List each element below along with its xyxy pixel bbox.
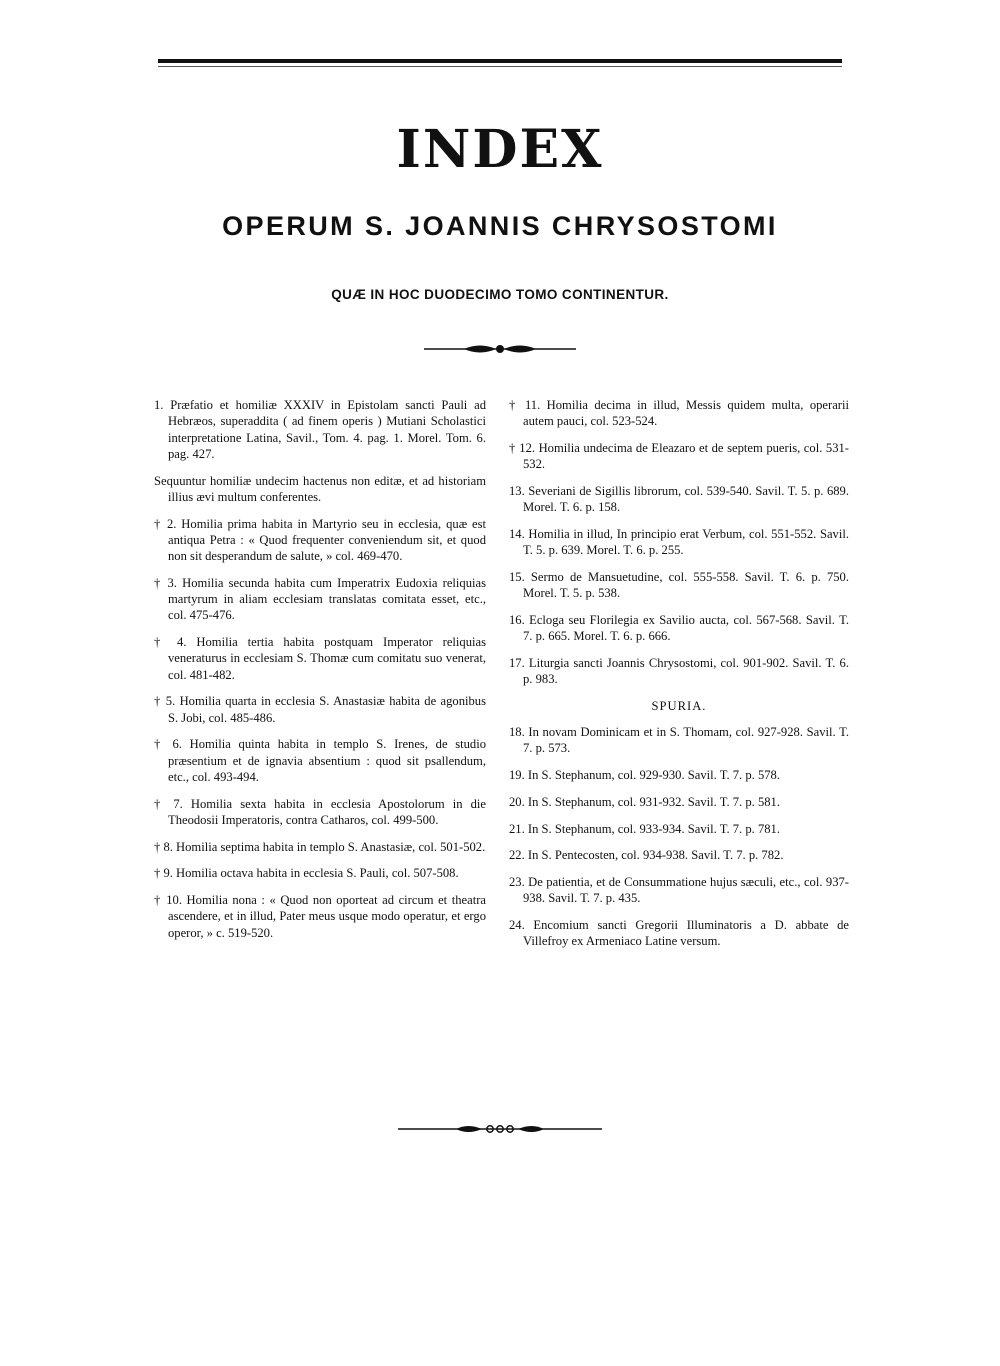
index-entry-14: 14. Homilia in illud, In principio erat Verbum, col. 551-552. Savil. T. 5. p. 639. Morel. T. 6. p. 255. xyxy=(509,526,849,558)
index-entry-8: † 8. Homilia septima habita in templo S. Anastasiæ, col. 501-502. xyxy=(154,839,486,854)
index-entry-3: † 3. Homilia secunda habita cum Imperatrix Eudoxia reliquias martyrum in aliam ecclesiam translatas comitata esset, etc., col. 475-476. xyxy=(154,575,486,623)
index-entry-13: 13. Severiani de Sigillis librorum, col. 539-540. Savil. T. 5. p. 689. Morel. T. 6. p. 158. xyxy=(509,483,849,515)
index-entry-12: † 12. Homilia undecima de Eleazaro et de septem pueris, col. 531-532. xyxy=(509,440,849,472)
index-note-sequuntur: Sequuntur homiliæ undecim hactenus non editæ, et ad historiam illius ævi multum conferentes. xyxy=(154,473,486,504)
top-rule xyxy=(158,59,842,63)
page-subsubtitle: QUÆ IN HOC DUODECIMO TOMO CONTINENTUR. xyxy=(331,287,669,302)
index-entry-19: 19. In S. Stephanum, col. 929-930. Savil. T. 7. p. 578. xyxy=(509,768,780,783)
index-entry-22: 22. In S. Pentecosten, col. 934-938. Savil. T. 7. p. 782. xyxy=(509,848,784,863)
page-subtitle: OPERUM S. JOANNIS CHRYSOSTOMI xyxy=(222,211,778,241)
index-entry-9: † 9. Homilia octava habita in ecclesia S. Pauli, col. 507-508. xyxy=(154,866,459,881)
index-entry-11: † 11. Homilia decima in illud, Messis quidem multa, operarii autem pauci, col. 523-524. xyxy=(509,398,849,429)
index-entry-24: 24. Encomium sancti Gregorii Illuminatoris a D. abbate de Villefroy ex Armeniaco Latine versum. xyxy=(509,917,849,949)
index-entry-5: † 5. Homilia quarta in ecclesia S. Anastasiæ habita de agonibus S. Jobi, col. 485-486. xyxy=(154,694,486,725)
index-entry-4: † 4. Homilia tertia habita postquam Imperator reliquias veneraturus in ecclesiam S. Thomæ cum comitatu suo venerat, col. 481-482. xyxy=(154,635,486,682)
left-column xyxy=(154,397,486,951)
index-entry-21: 21. In S. Stephanum, col. 933-934. Savil. T. 7. p. 781. xyxy=(509,821,780,836)
right-column xyxy=(509,397,849,960)
index-entry-20: 20. In S. Stephanum, col. 931-932. Savil. T. 7. p. 581. xyxy=(509,794,780,809)
spuria-heading: SPURIA. xyxy=(651,698,707,713)
top-rule-thin xyxy=(158,66,842,67)
index-entry-17: 17. Liturgia sancti Joannis Chrysostomi, col. 901-902. Savil. T. 6. p. 983. xyxy=(509,655,849,687)
index-entry-10: † 10. Homilia nona : « Quod non oporteat ad circum et theatra ascendere, et in illud, Pater meus usque modo operatur, et ergo operor, » c. 519-520. xyxy=(154,893,486,940)
index-entry-23: 23. De patientia, et de Consummatione hujus sæculi, etc., col. 937-938. Savil. T. 7. p. 435. xyxy=(509,874,849,906)
index-entry-7: † 7. Homilia sexta habita in ecclesia Apostolorum in die Theodosii Imperatoris, contra Catharos, col. 499-500. xyxy=(154,796,486,827)
index-entry-2: † 2. Homilia prima habita in Martyrio seu in ecclesia, quæ est antiqua Petra : « Quod frequenter conveniendum sit, et quod non sit desperandum de salute, » col. 469-470. xyxy=(154,516,486,564)
index-entry-18: 18. In novam Dominicam et in S. Thomam, col. 927-928. Savil. T. 7. p. 573. xyxy=(509,725,849,756)
ornament-divider-top xyxy=(424,341,576,357)
index-entry-15: 15. Sermo de Mansuetudine, col. 555-558. Savil. T. 6. p. 750. Morel. T. 5. p. 538. xyxy=(509,569,849,601)
page-title: INDEX xyxy=(396,119,604,180)
ornament-divider-bottom xyxy=(398,1121,602,1137)
index-entry-1: 1. Præfatio et homiliæ XXXIV in Epistolam sancti Pauli ad Hebræos, superaddita ( ad finem operis ) Mutiani Scholastici interpretatione Latina, Savil., Tom. 4. pag. 1. Morel. Tom. 6. pag. 427. xyxy=(154,398,486,461)
index-entry-16: 16. Ecloga seu Florilegia ex Savilio aucta, col. 567-568. Savil. T. 7. p. 665. Morel. T. 6. p. 666. xyxy=(509,612,849,644)
index-entry-6: † 6. Homilia quinta habita in templo S. Irenes, de studio præsentium et de ignavia absentium : quod sit psallendum, etc., col. 493-494. xyxy=(154,737,486,784)
